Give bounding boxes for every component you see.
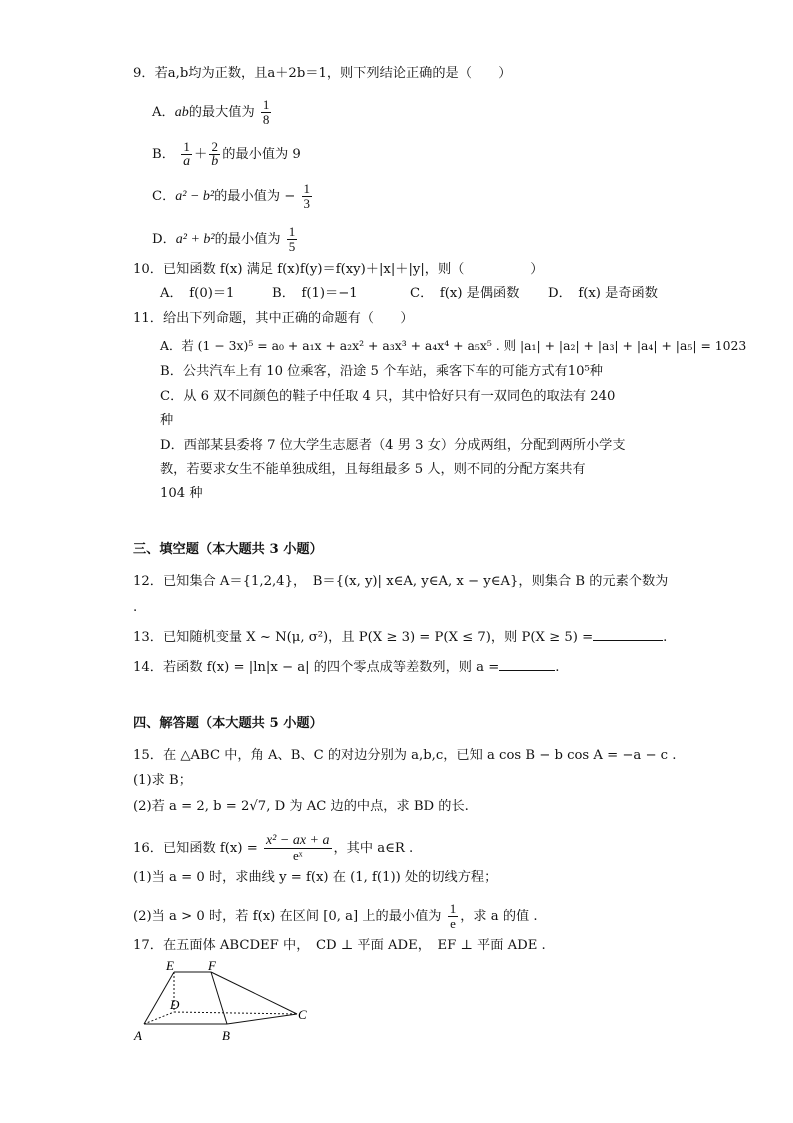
label-a: A: [134, 1028, 142, 1043]
q10-option-c: C． f(x) 是偶函数: [410, 286, 520, 301]
q11-option-d-line1: D．西部某县委将 7 位大学生志愿者（4 男 3 女）分成两组，分配到两所小学支: [160, 438, 626, 453]
q17-stem: 17．在五面体 ABCDEF 中， CD ⊥ 平面 ADE， EF ⊥ 平面 ADE .: [133, 938, 546, 953]
q14-text: 14．若函数 f(x) = |ln|x − a| 的四个零点成等差数列，则 a = .: [133, 656, 559, 678]
fraction: $\frac{2}{b}$: [211, 139, 219, 169]
q11-option-c-line2: 种: [160, 413, 174, 428]
label-b: B: [222, 1028, 230, 1043]
q10-stem: 10．已知函数 f(x) 满足 f(x)f(y)＝f(xy)＋|x|＋|y|，则（ ）: [133, 262, 544, 277]
q9-option-d: D．a² + b²的最小值为 $\frac{1}{5}$: [152, 224, 296, 254]
edge-ad-hidden: [144, 1012, 174, 1024]
q11-stem: 11．给出下列命题，其中正确的命题有（ ）: [133, 311, 414, 326]
section-title-fill-in: 三、填空题（本大题共 3 小题）: [133, 542, 323, 557]
fraction: $\frac{\text{x² − ax + a}}{\text{eˣ}}$: [265, 833, 330, 863]
label-e: E: [166, 958, 174, 973]
fraction: $\frac{1}{a}$: [183, 139, 191, 169]
q9-option-c: C．a² − b²的最小值为 − $\frac{1}{3}$: [152, 181, 311, 211]
q9-option-b: B． $\frac{1}{a}$ ＋ $\frac{2}{b}$ 的最小值为 9: [152, 139, 301, 169]
q11-option-a: A．若 (1 − 3x)⁵ = a₀ + a₁x + a₂x² + a₃x³ + a₄x⁴ + a₅x⁵ . 则 |a₁| + |a₂| + |a₃| + |a₄| + |a₅| = 1023: [160, 338, 747, 353]
q11-option-d-line3: 104 种: [160, 486, 203, 501]
fraction: $\frac{1}{5}$: [288, 224, 296, 254]
q15-part2: (2)若 a = 2, b = 2√7, D 为 AC 边的中点，求 BD 的长.: [133, 799, 469, 814]
q15-stem: 15．在 △ABC 中，角 A、B、C 的对边分别为 a,b,c，已知 a cos B − b cos A = −a − c .: [133, 748, 677, 763]
label-c: C: [298, 1007, 307, 1022]
label-d: D: [170, 997, 180, 1012]
fraction: $\frac{1}{8}$: [262, 97, 270, 127]
q10-option-a: A． f(0)＝1: [160, 286, 235, 301]
edge-fc: [211, 972, 297, 1014]
q9-option-a: A．ab的最大值为 $\frac{1}{8}$: [152, 97, 270, 127]
q9-stem: 9．若a,b均为正数，且a＋2b＝1，则下列结论正确的是（ ）: [133, 66, 512, 81]
answer-blank[interactable]: [499, 656, 555, 671]
q11-option-d-line2: 教，若要求女生不能单独成组，且每组最多 5 人，则不同的分配方案共有: [160, 462, 586, 477]
q12-text: 12．已知集合 A＝{1,2,4}， B＝{(x, y)| x∈A, y∈A, x − y∈A}，则集合 B 的元素个数为: [133, 574, 669, 589]
edge-bc: [227, 1014, 297, 1024]
q11-option-b: B．公共汽车上有 10 位乘客，沿途 5 个车站，乘客下车的可能方式有10⁵种: [160, 364, 603, 379]
q11-option-c-line1: C．从 6 双不同颜色的鞋子中任取 4 只，其中恰好只有一双同色的取法有 240: [160, 389, 616, 404]
answer-blank[interactable]: [593, 626, 663, 641]
pentahedron-figure: [130, 958, 320, 1046]
q16-part1: (1)当 a = 0 时，求曲线 y = f(x) 在 (1, f(1)) 处的切线方程；: [133, 870, 498, 885]
edge-fb: [211, 972, 227, 1024]
q16-part2: (2)当 a > 0 时，若 f(x) 在区间 [0, a] 上的最小值为 $\frac{1}{e}$ ，求 a 的值 .: [133, 901, 538, 931]
q16-stem: 16．已知函数 f(x) = $\frac{\text{x² − ax + a}}{\text{eˣ}}$ ，其中 a∈R .: [133, 833, 414, 863]
edge-dc-hidden: [174, 1012, 297, 1014]
q15-part1: (1)求 B；: [133, 773, 192, 788]
q13-text: 13．已知随机变量 X ~ N(μ, σ²)，且 P(X ≥ 3) = P(X ≤ 7)，则 P(X ≥ 5) = .: [133, 626, 667, 648]
label-f: F: [208, 958, 216, 973]
q10-option-b: B． f(1)＝−1: [272, 286, 358, 301]
fraction: $\frac{1}{3}$: [303, 181, 311, 211]
section-title-solutions: 四、解答题（本大题共 5 小题）: [133, 716, 323, 731]
fraction: $\frac{1}{e}$: [449, 901, 457, 931]
q12-end: .: [133, 600, 138, 615]
q10-option-d: D． f(x) 是奇函数: [548, 286, 658, 301]
